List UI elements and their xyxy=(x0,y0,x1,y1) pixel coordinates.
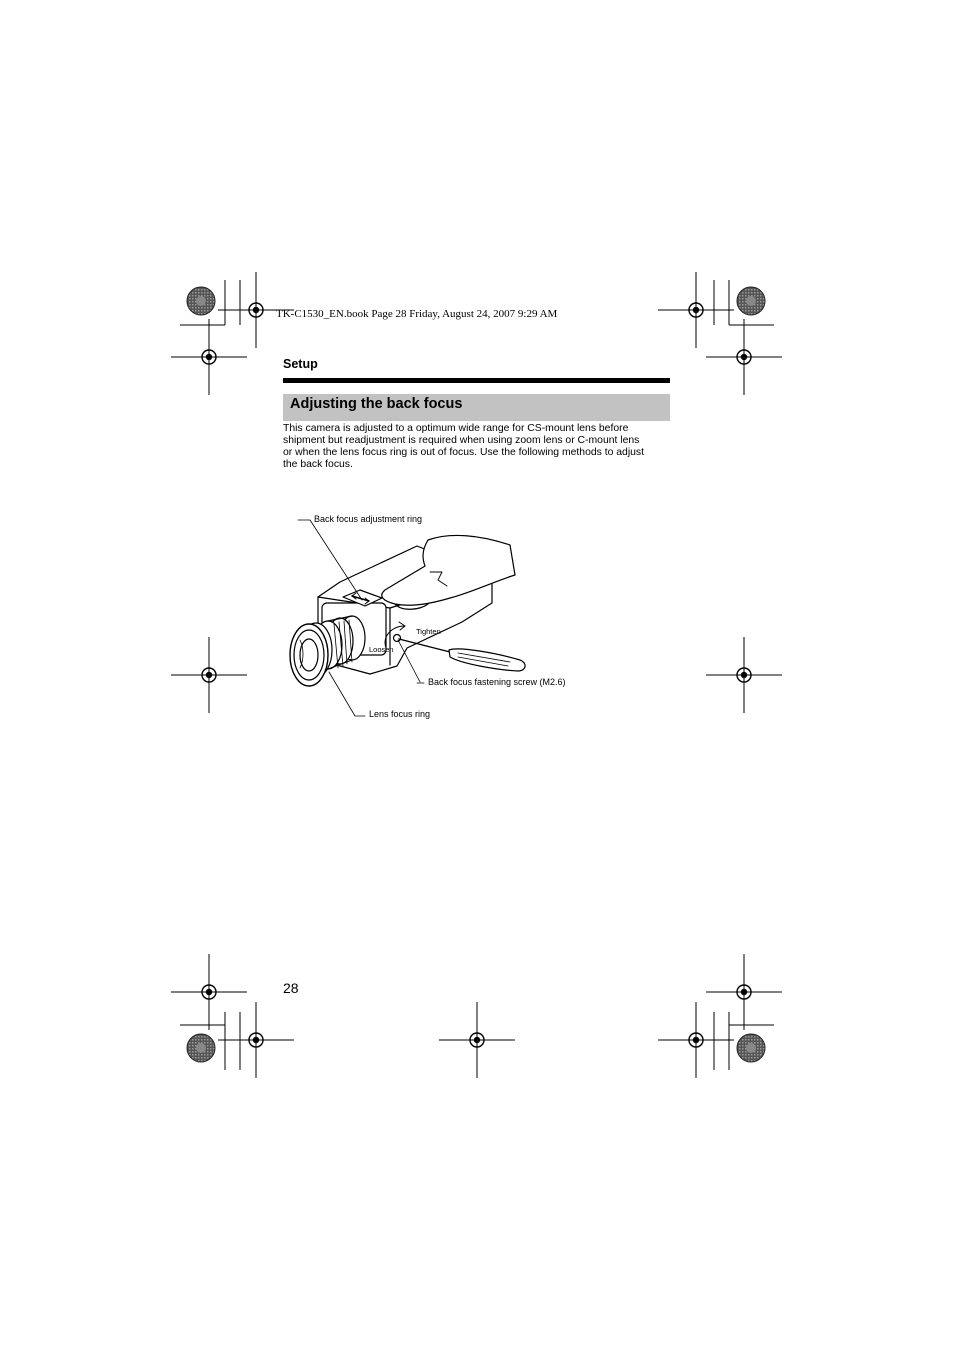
crop-mark-top-left xyxy=(171,272,294,395)
label-tighten: Tighten xyxy=(416,627,441,636)
crop-mark-bottom-left xyxy=(171,954,294,1078)
print-file-info: TK-C1530_EN.book Page 28 Friday, August 24, 2007 9:29 AM xyxy=(276,308,558,320)
page-title: Adjusting the back focus xyxy=(283,394,670,421)
label-back-focus-ring: Back focus adjustment ring xyxy=(314,514,423,524)
page-number: 28 xyxy=(283,980,299,996)
crop-mark-bottom-right xyxy=(658,954,782,1078)
body-line: shipment but readjustment is required when using zoom lens or C-mount lens xyxy=(283,435,640,446)
label-loosen: Loosen xyxy=(369,645,394,654)
label-lens-focus-ring: Lens focus ring xyxy=(369,709,431,719)
crop-mark-mid-right xyxy=(706,637,782,713)
crop-mark-bottom-center xyxy=(439,1002,515,1078)
body-line: the back focus. xyxy=(283,459,353,470)
label-fastening-screw: Back focus fastening screw (M2.6) xyxy=(428,677,566,687)
body-line: or when the lens focus ring is out of focus. Use the following methods to adjust xyxy=(283,447,644,458)
section-rule xyxy=(283,378,670,383)
body-line: This camera is adjusted to a optimum wide range for CS-mount lens before xyxy=(283,423,629,434)
section-label: Setup xyxy=(283,357,318,371)
crop-mark-top-right xyxy=(658,272,782,395)
crop-mark-mid-left xyxy=(171,637,247,713)
body-paragraph xyxy=(283,423,671,471)
